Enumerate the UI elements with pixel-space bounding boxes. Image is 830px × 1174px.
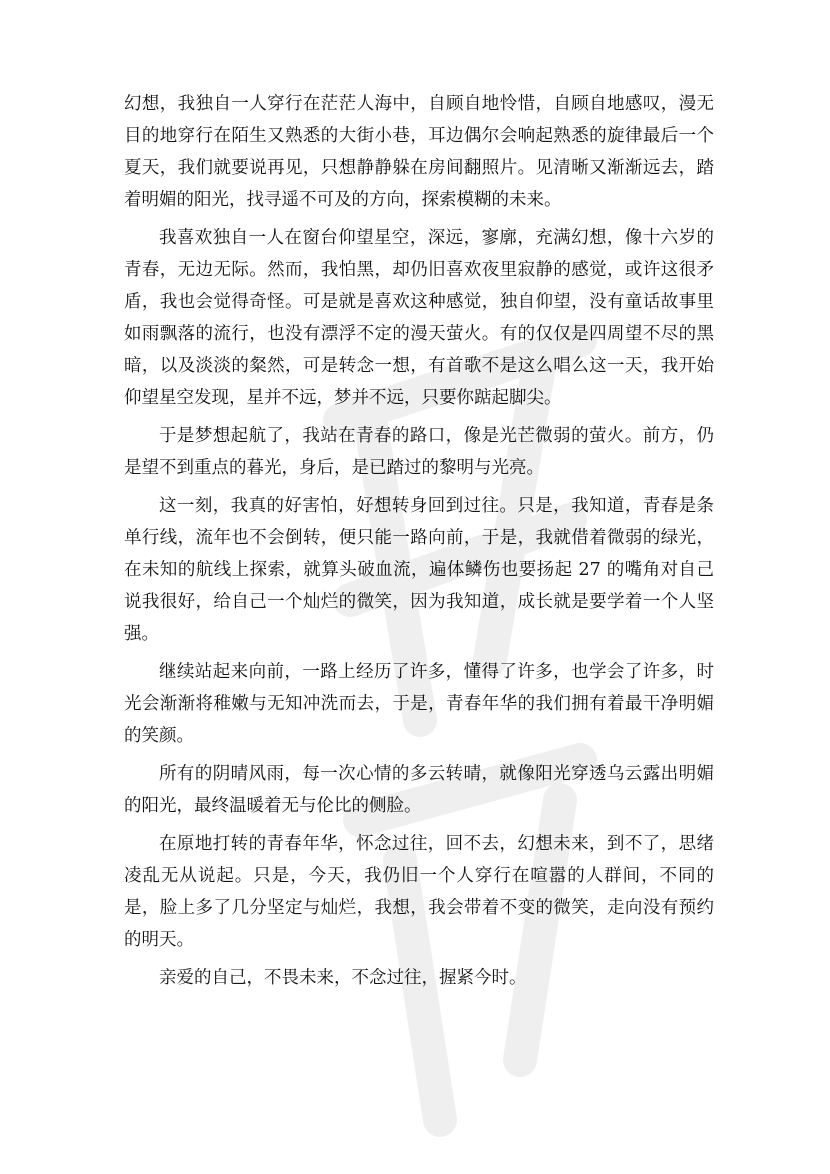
paragraph-1: 幻想，我独自一人穿行在茫茫人海中，自顾自地怜惜，自顾自地感叹，漫无目的地穿行在陌生又熟悉的大街小巷，耳边偶尔会响起熟悉的旋律最后一个夏天，我们就要说再见，只想静静躲在房间翻照片。见清晰又渐渐远去，踏着明媚的阳光，找寻遥不可及的方向，探索模糊的未来。 [124, 94, 714, 210]
paragraph-3: 于是梦想起航了，我站在青春的路口，像是光芒微弱的萤火。前方，仍是望不到重点的暮光，身后，是已踏过的黎明与光亮。 [124, 426, 714, 478]
paragraph-8: 亲爱的自己，不畏未来，不念过往，握紧今时。 [159, 968, 527, 988]
paragraph-4: 这一刻，我真的好害怕，好想转身回到过往。只是，我知道，青春是条单行线，流年也不会倒转，便只能一路向前，于是，我就借着微弱的绿光，在未知的航线上探索，就算头破血流，遍体鳞伤也要扬起 27 的嘴角对自己说我很好，给自己一个灿烂的微笑，因为我知道，成长就是要学着一个人坚强。 [124, 496, 714, 644]
paragraph-6: 所有的阴晴风雨，每一次心情的多云转晴，就像阳光穿透乌云露出明媚的阳光，最终温暖着无与伦比的侧脸。 [124, 764, 714, 816]
article-body [124, 88, 714, 1000]
paragraph-2: 我喜欢独自一人在窗台仰望星空，深远，寥廓，充满幻想，像十六岁的青春，无边无际。然而，我怕黑，却仍旧喜欢夜里寂静的感觉，或许这很矛盾，我也会觉得奇怪。可是就是喜欢这种感觉，独自仰望，没有童话故事里如雨飘落的流行，也没有漂浮不定的漫天萤火。有的仅仅是四周望不尽的黑暗，以及淡淡的粲然，可是转念一想，有首歌不是这么唱么这一天，我开始仰望星空发现，星并不远，梦并不远，只要你踮起脚尖。 [124, 228, 714, 408]
paragraph-7: 在原地打转的青春年华，怀念过往，回不去，幻想未来，到不了，思绪凌乱无从说起。只是，今天，我仍旧一个人穿行在喧嚣的人群间，不同的是，脸上多了几分坚定与灿烂，我想，我会带着不变的微笑，走向没有预约的明天。 [124, 834, 714, 950]
paragraph-5: 继续站起来向前，一路上经历了许多，懂得了许多，也学会了许多，时光会渐渐将稚嫩与无知冲洗而去，于是，青春年华的我们拥有着最干净明媚的笑颜。 [124, 662, 714, 746]
